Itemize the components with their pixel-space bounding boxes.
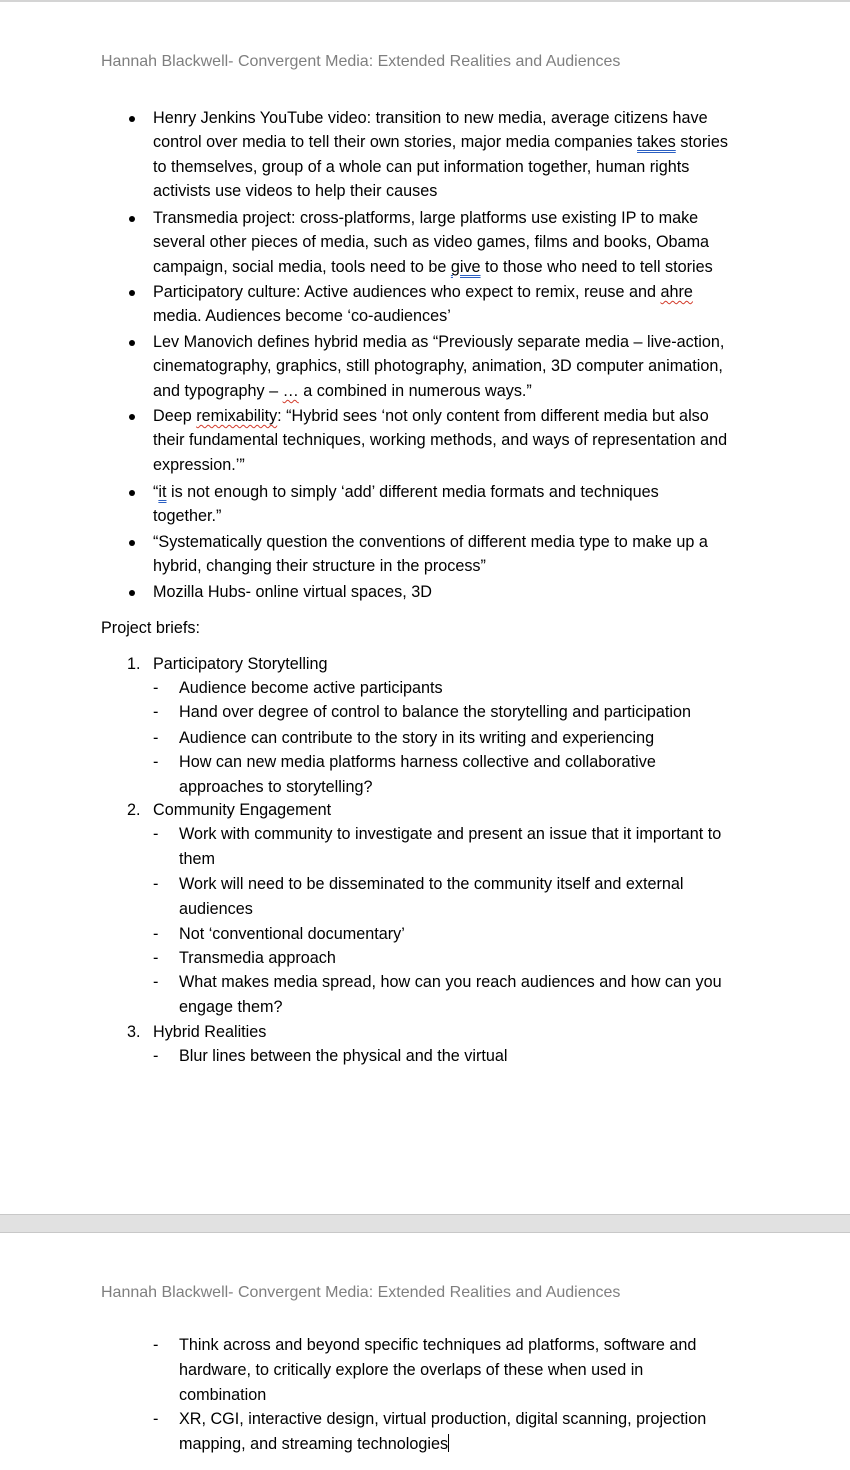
brief-item-line: Think across and beyond specific techniques ad platforms, software and <box>179 1336 697 1354</box>
document-page-2[interactable] <box>0 1232 850 1470</box>
section-label: Project briefs: <box>101 619 200 637</box>
bullet-item-line: hybrid, changing their structure in the process” <box>153 557 486 576</box>
brief-item-line: Not ‘conventional documentary’ <box>179 925 405 943</box>
page-break <box>0 1214 850 1232</box>
bullet-item-line: cinematography, graphics, still photography, animation, 3D computer animation, <box>153 357 723 376</box>
bullet-item-line: several other pieces of media, such as video games, films and books, Obama <box>153 233 710 252</box>
brief-item-line: combination <box>179 1386 267 1404</box>
bullet-icon <box>129 414 135 420</box>
brief-item-line: engage them? <box>179 997 283 1016</box>
bullet-icon <box>129 290 135 296</box>
list-number: 3. <box>127 1023 141 1041</box>
bullet-item-line: control over media to tell their own stories, major media companies takes stories <box>153 133 728 152</box>
dash-marker: - <box>153 753 159 771</box>
page-header: Hannah Blackwell- Convergent Media: Extended Realities and Audiences <box>101 53 621 70</box>
brief-item-line: Audience become active participants <box>179 679 443 697</box>
brief-title: Hybrid Realities <box>153 1023 267 1041</box>
grammar-suggestion[interactable]: takes <box>637 133 676 152</box>
list-number: 2. <box>127 801 141 819</box>
dash-marker: - <box>153 703 159 721</box>
brief-item-line: What makes media spread, how can you reach audiences and how can you <box>179 973 722 991</box>
brief-item-line: XR, CGI, interactive design, virtual production, digital scanning, projection <box>179 1410 707 1428</box>
bullet-item-line: Mozilla Hubs- online virtual spaces, 3D <box>153 583 432 601</box>
dash-marker: - <box>153 1047 159 1065</box>
brief-title: Participatory Storytelling <box>153 655 328 673</box>
bullet-item-line: campaign, social media, tools need to be give to those who need to tell stories <box>153 257 713 276</box>
dash-marker: - <box>153 1336 159 1354</box>
bullet-icon <box>129 590 135 596</box>
dash-marker: - <box>153 729 159 747</box>
brief-item-line: Audience can contribute to the story in its writing and experiencing <box>179 729 655 747</box>
dash-marker: - <box>153 925 159 943</box>
bullet-item-line: “Systematically question the conventions of different media type to make up a <box>153 533 708 551</box>
dash-marker: - <box>153 949 159 967</box>
brief-item-line: hardware, to critically explore the overlaps of these when used in <box>179 1361 644 1379</box>
brief-item-line: mapping, and streaming technologies <box>179 1435 449 1453</box>
bullet-item-line: Participatory culture: Active audiences who expect to remix, reuse and ahre <box>153 283 693 301</box>
bullet-item-line: expression.’” <box>153 455 245 474</box>
brief-item-line: them <box>179 849 215 868</box>
bullet-icon <box>129 216 135 222</box>
dash-marker: - <box>153 825 159 843</box>
bullet-item-line: their fundamental techniques, working methods, and ways of representation and <box>153 431 728 450</box>
spelling-error[interactable]: ahre <box>660 283 693 301</box>
dash-marker: - <box>153 875 159 893</box>
bullet-icon <box>129 490 135 496</box>
bullet-icon <box>129 340 135 346</box>
bullet-item-line: and typography – … a combined in numerous ways.” <box>153 381 532 400</box>
brief-item-line: Work will need to be disseminated to the community itself and external <box>179 875 684 893</box>
bullet-item-line: Lev Manovich defines hybrid media as “Previously separate media – live-action, <box>153 333 725 351</box>
grammar-suggestion[interactable]: give <box>450 257 481 276</box>
brief-item-line: approaches to storytelling? <box>179 777 373 796</box>
dash-marker: - <box>153 679 159 697</box>
dash-marker: - <box>153 973 159 991</box>
page-header: Hannah Blackwell- Convergent Media: Extended Realities and Audiences <box>101 1284 621 1301</box>
bullet-item-line: activists use videos to help their causes <box>153 182 438 201</box>
spelling-error[interactable]: … <box>282 381 299 400</box>
brief-item-line: audiences <box>179 899 253 918</box>
bullet-item-line: Deep remixability: “Hybrid sees ‘not only content from different media but also <box>153 407 709 425</box>
bullet-item-line: together.” <box>153 507 222 526</box>
brief-item-line: Work with community to investigate and present an issue that it important to <box>179 825 722 843</box>
bullet-item-line: to themselves, group of a whole can put information together, human rights <box>153 157 690 176</box>
bullet-item-line: Henry Jenkins YouTube video: transition to new media, average citizens have <box>153 109 708 127</box>
spelling-error[interactable]: remixability <box>196 407 278 425</box>
text-cursor <box>448 1434 449 1452</box>
brief-item-line: Blur lines between the physical and the virtual <box>179 1047 508 1065</box>
grammar-suggestion[interactable]: it <box>158 483 167 501</box>
bullet-item-line: Transmedia project: cross-platforms, large platforms use existing IP to make <box>153 209 699 227</box>
brief-item-line: How can new media platforms harness collective and collaborative <box>179 753 656 771</box>
bullet-item-line: “it is not enough to simply ‘add’ different media formats and techniques <box>153 483 659 501</box>
dash-marker: - <box>153 1410 159 1428</box>
brief-item-line: Hand over degree of control to balance the storytelling and participation <box>179 703 692 721</box>
bullet-item-line: media. Audiences become ‘co-audiences’ <box>153 307 451 326</box>
list-number: 1. <box>127 655 141 673</box>
brief-item-line: Transmedia approach <box>179 949 336 967</box>
bullet-icon <box>129 116 135 122</box>
brief-title: Community Engagement <box>153 801 332 819</box>
bullet-icon <box>129 540 135 546</box>
